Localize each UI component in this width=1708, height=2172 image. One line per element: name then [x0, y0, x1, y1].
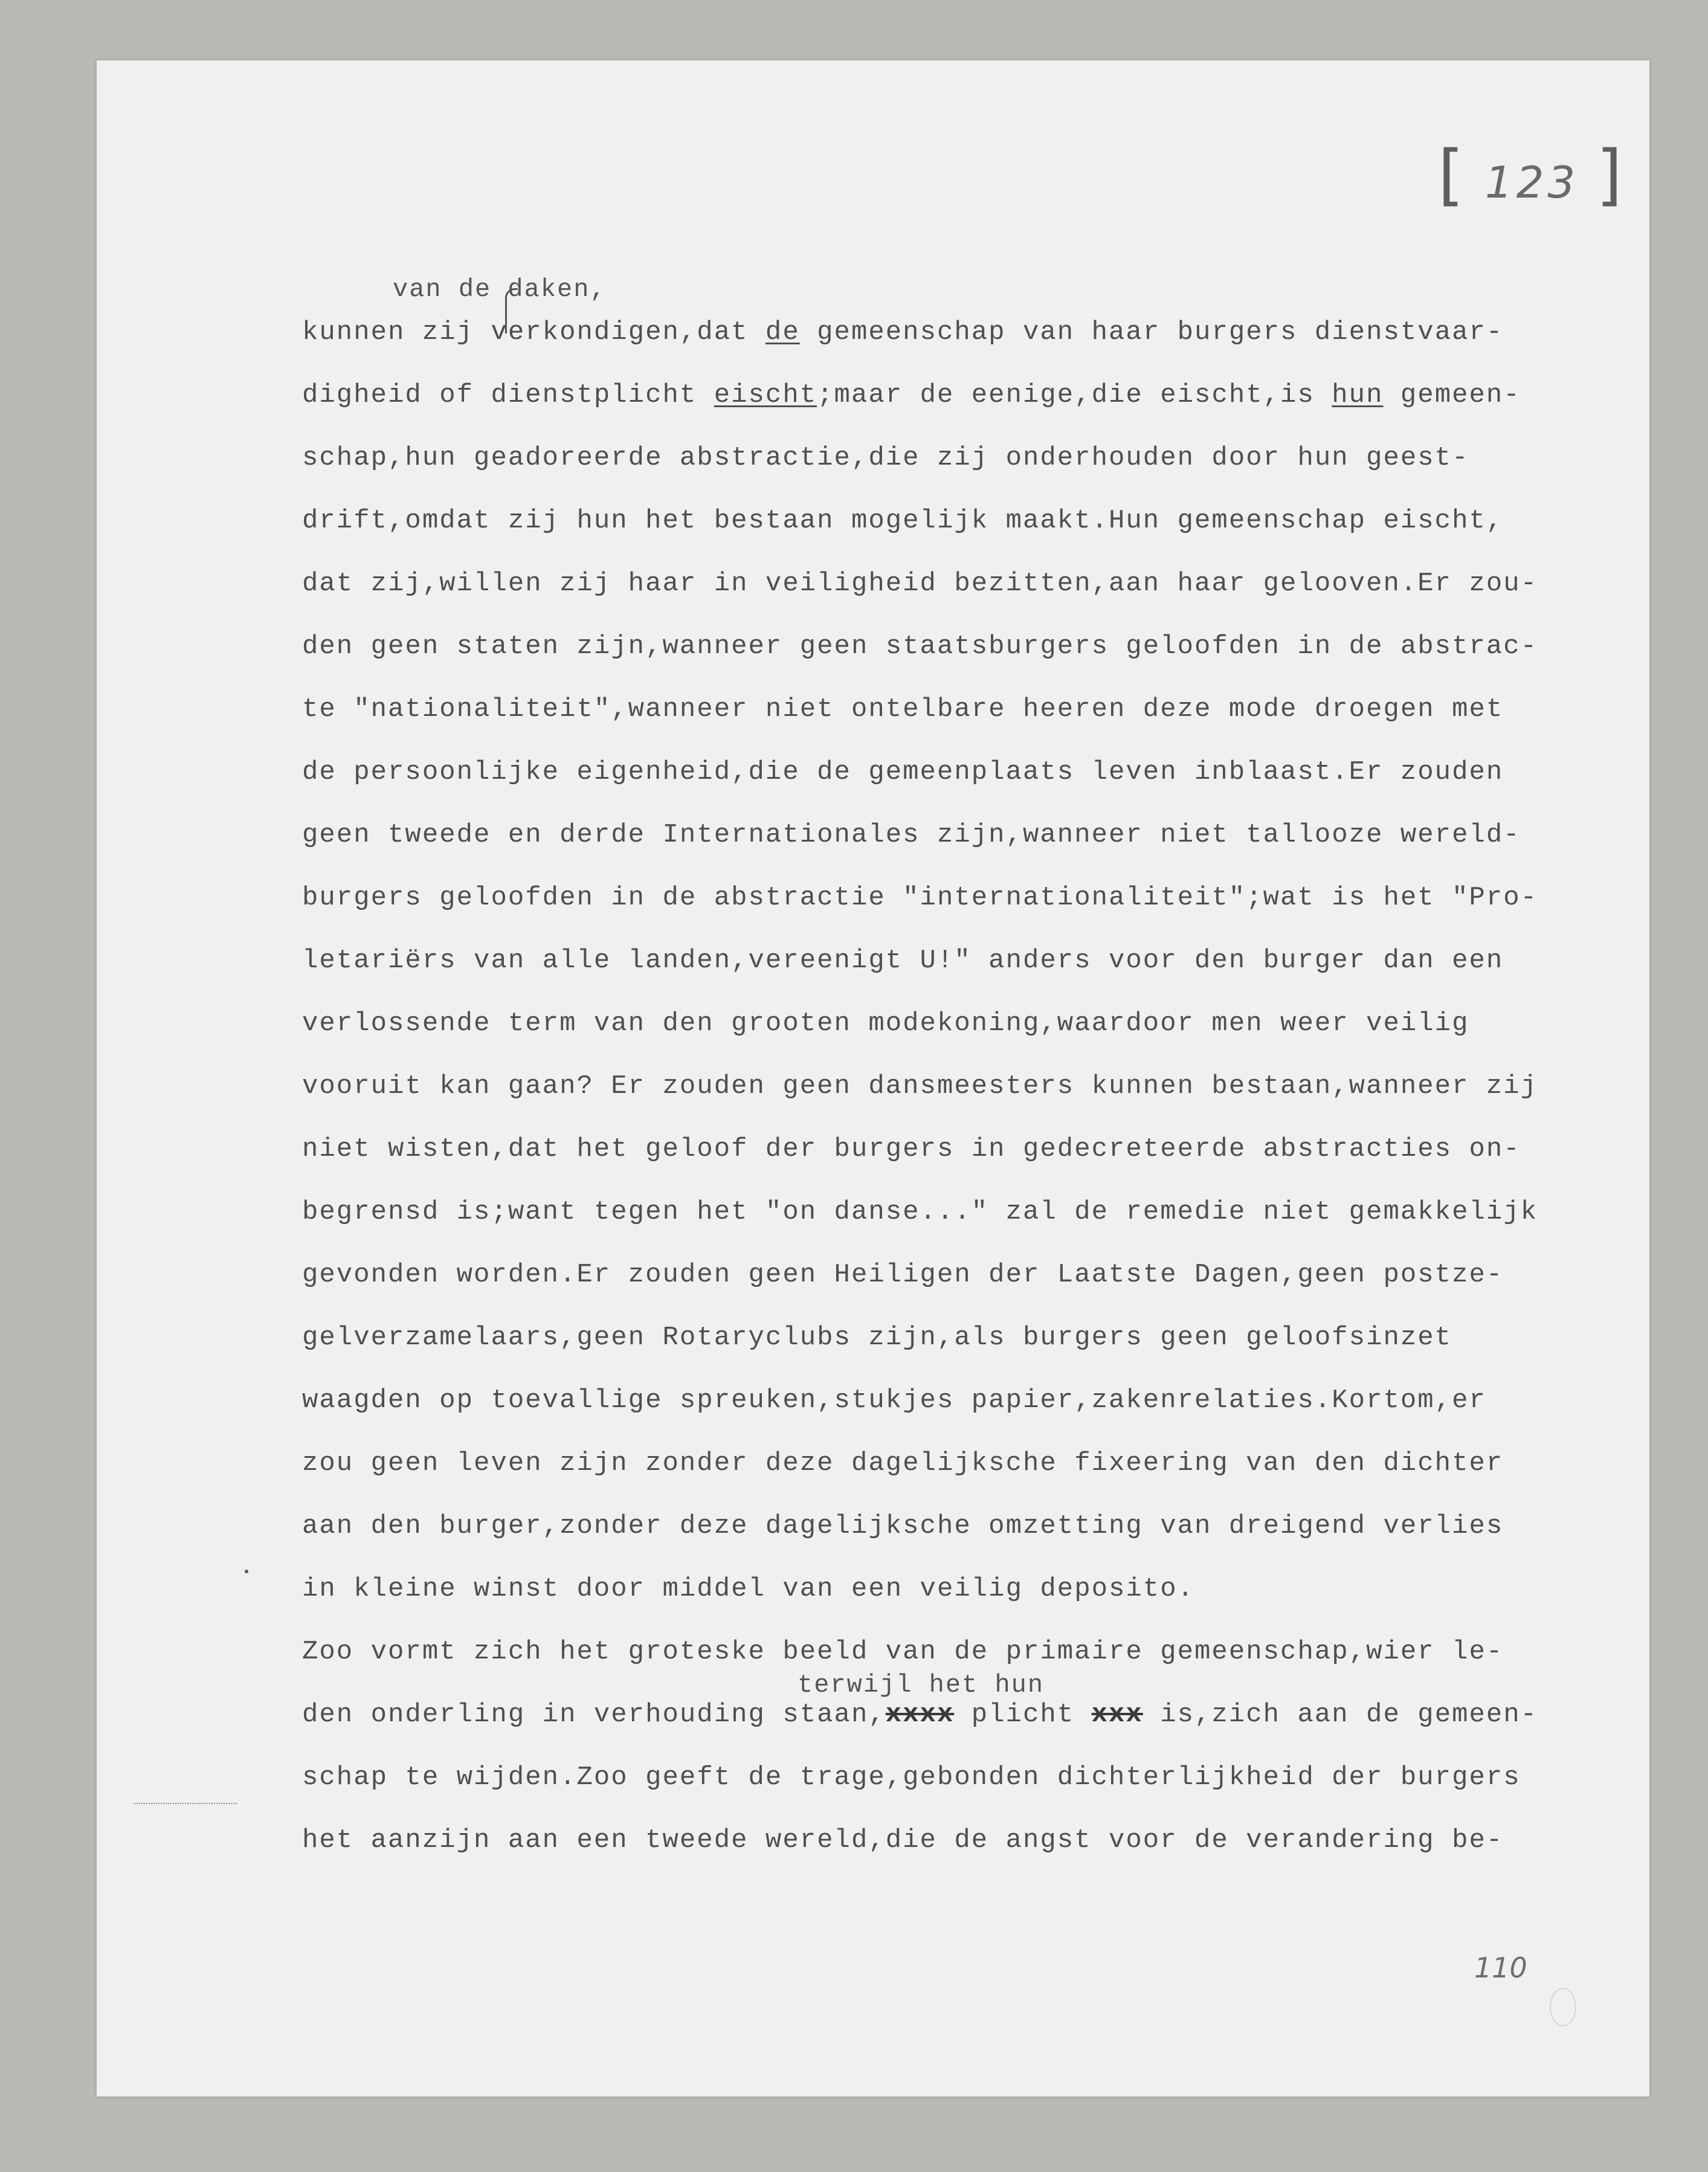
page-number: 110	[1474, 1951, 1527, 1984]
handwritten-insertion-daken: van de daken,	[393, 275, 607, 304]
text-line-18: waagden op toevallige spreuken,stukjes papier,zakenrelaties.Kortom,er	[302, 1385, 1486, 1416]
text-line-14: niet wisten,dat het geloof der burgers in gedecreteerde abstracties on-	[302, 1134, 1521, 1164]
text-line-23: den onderling in verhouding staan,xxxx plicht xxx is,zich aan de gemeen-	[302, 1700, 1538, 1730]
text-line-12: verlossende term van den grooten modekoning,waardoor men weer veilig	[302, 1008, 1469, 1039]
text-line-5: dat zij,willen zij haar in veiligheid bezitten,aan haar gelooven.Er zou-	[302, 569, 1538, 599]
text-line-24: schap te wijden.Zoo geeft de trage,gebonden dichterlijkheid der burgers	[302, 1762, 1521, 1793]
text-line-21: in kleine winst door middel van een veilig deposito.	[302, 1574, 1195, 1604]
text-line-13: vooruit kan gaan? Er zouden geen dansmeesters kunnen bestaan,wanneer zij	[302, 1071, 1538, 1101]
faint-stamp-mark	[1550, 1988, 1576, 2026]
text-line-17: gelverzamelaars,geen Rotaryclubs zijn,als burgers geen geloofsinzet	[302, 1323, 1452, 1353]
text-line-11: letariërs van alle landen,vereenigt U!" anders voor den burger dan een	[302, 946, 1504, 976]
text-line-9: geen tweede en derde Internationales zijn,wanneer niet tallooze wereld-	[302, 820, 1521, 850]
text-line-15: begrensd is;want tegen het "on danse..." zal de remedie niet gemakkelijk	[302, 1197, 1538, 1227]
text-line-10: burgers geloofden in de abstractie "internationaliteit";wat is het "Pro-	[302, 883, 1538, 913]
text-line-22: Zoo vormt zich het groteske beeld van de primaire gemeenschap,wier le-	[302, 1637, 1504, 1667]
typed-insertion-terwijl: terwijl het hun	[798, 1671, 1045, 1700]
typescript-body	[302, 275, 1631, 1855]
text-line-3: schap,hun geadoreerde abstractie,die zij onderhouden door hun geest-	[302, 443, 1469, 473]
margin-rule-mark	[134, 1803, 237, 1804]
text-line-7: te "nationaliteit",wanneer niet ontelbare heeren deze mode droegen met	[302, 694, 1504, 724]
text-line-1: kunnen zij verkondigen,dat de gemeenschap van haar burgers dienstvaar-	[302, 317, 1504, 347]
text-line-4: drift,omdat zij hun het bestaan mogelijk maakt.Hun gemeenschap eischt,	[302, 506, 1504, 536]
archive-page-reference: [ 123 ]	[1438, 136, 1626, 213]
text-line-8: de persoonlijke eigenheid,die de gemeenplaats leven inblaast.Er zouden	[302, 757, 1504, 787]
text-line-6: den geen staten zijn,wanneer geen staatsburgers geloofden in de abstrac-	[302, 631, 1538, 662]
margin-dot	[245, 1570, 248, 1573]
text-line-20: aan den burger,zonder deze dagelijksche omzetting van dreigend verlies	[302, 1511, 1504, 1541]
text-line-2: digheid of dienstplicht eischt;maar de eenige,die eischt,is hun gemeen-	[302, 380, 1521, 410]
text-line-25: het aanzijn aan een tweede wereld,die de angst voor de verandering be-	[302, 1825, 1504, 1855]
text-line-19: zou geen leven zijn zonder deze dagelijksche fixeering van den dichter	[302, 1448, 1504, 1478]
text-line-16: gevonden worden.Er zouden geen Heiligen der Laatste Dagen,geen postze-	[302, 1260, 1504, 1290]
